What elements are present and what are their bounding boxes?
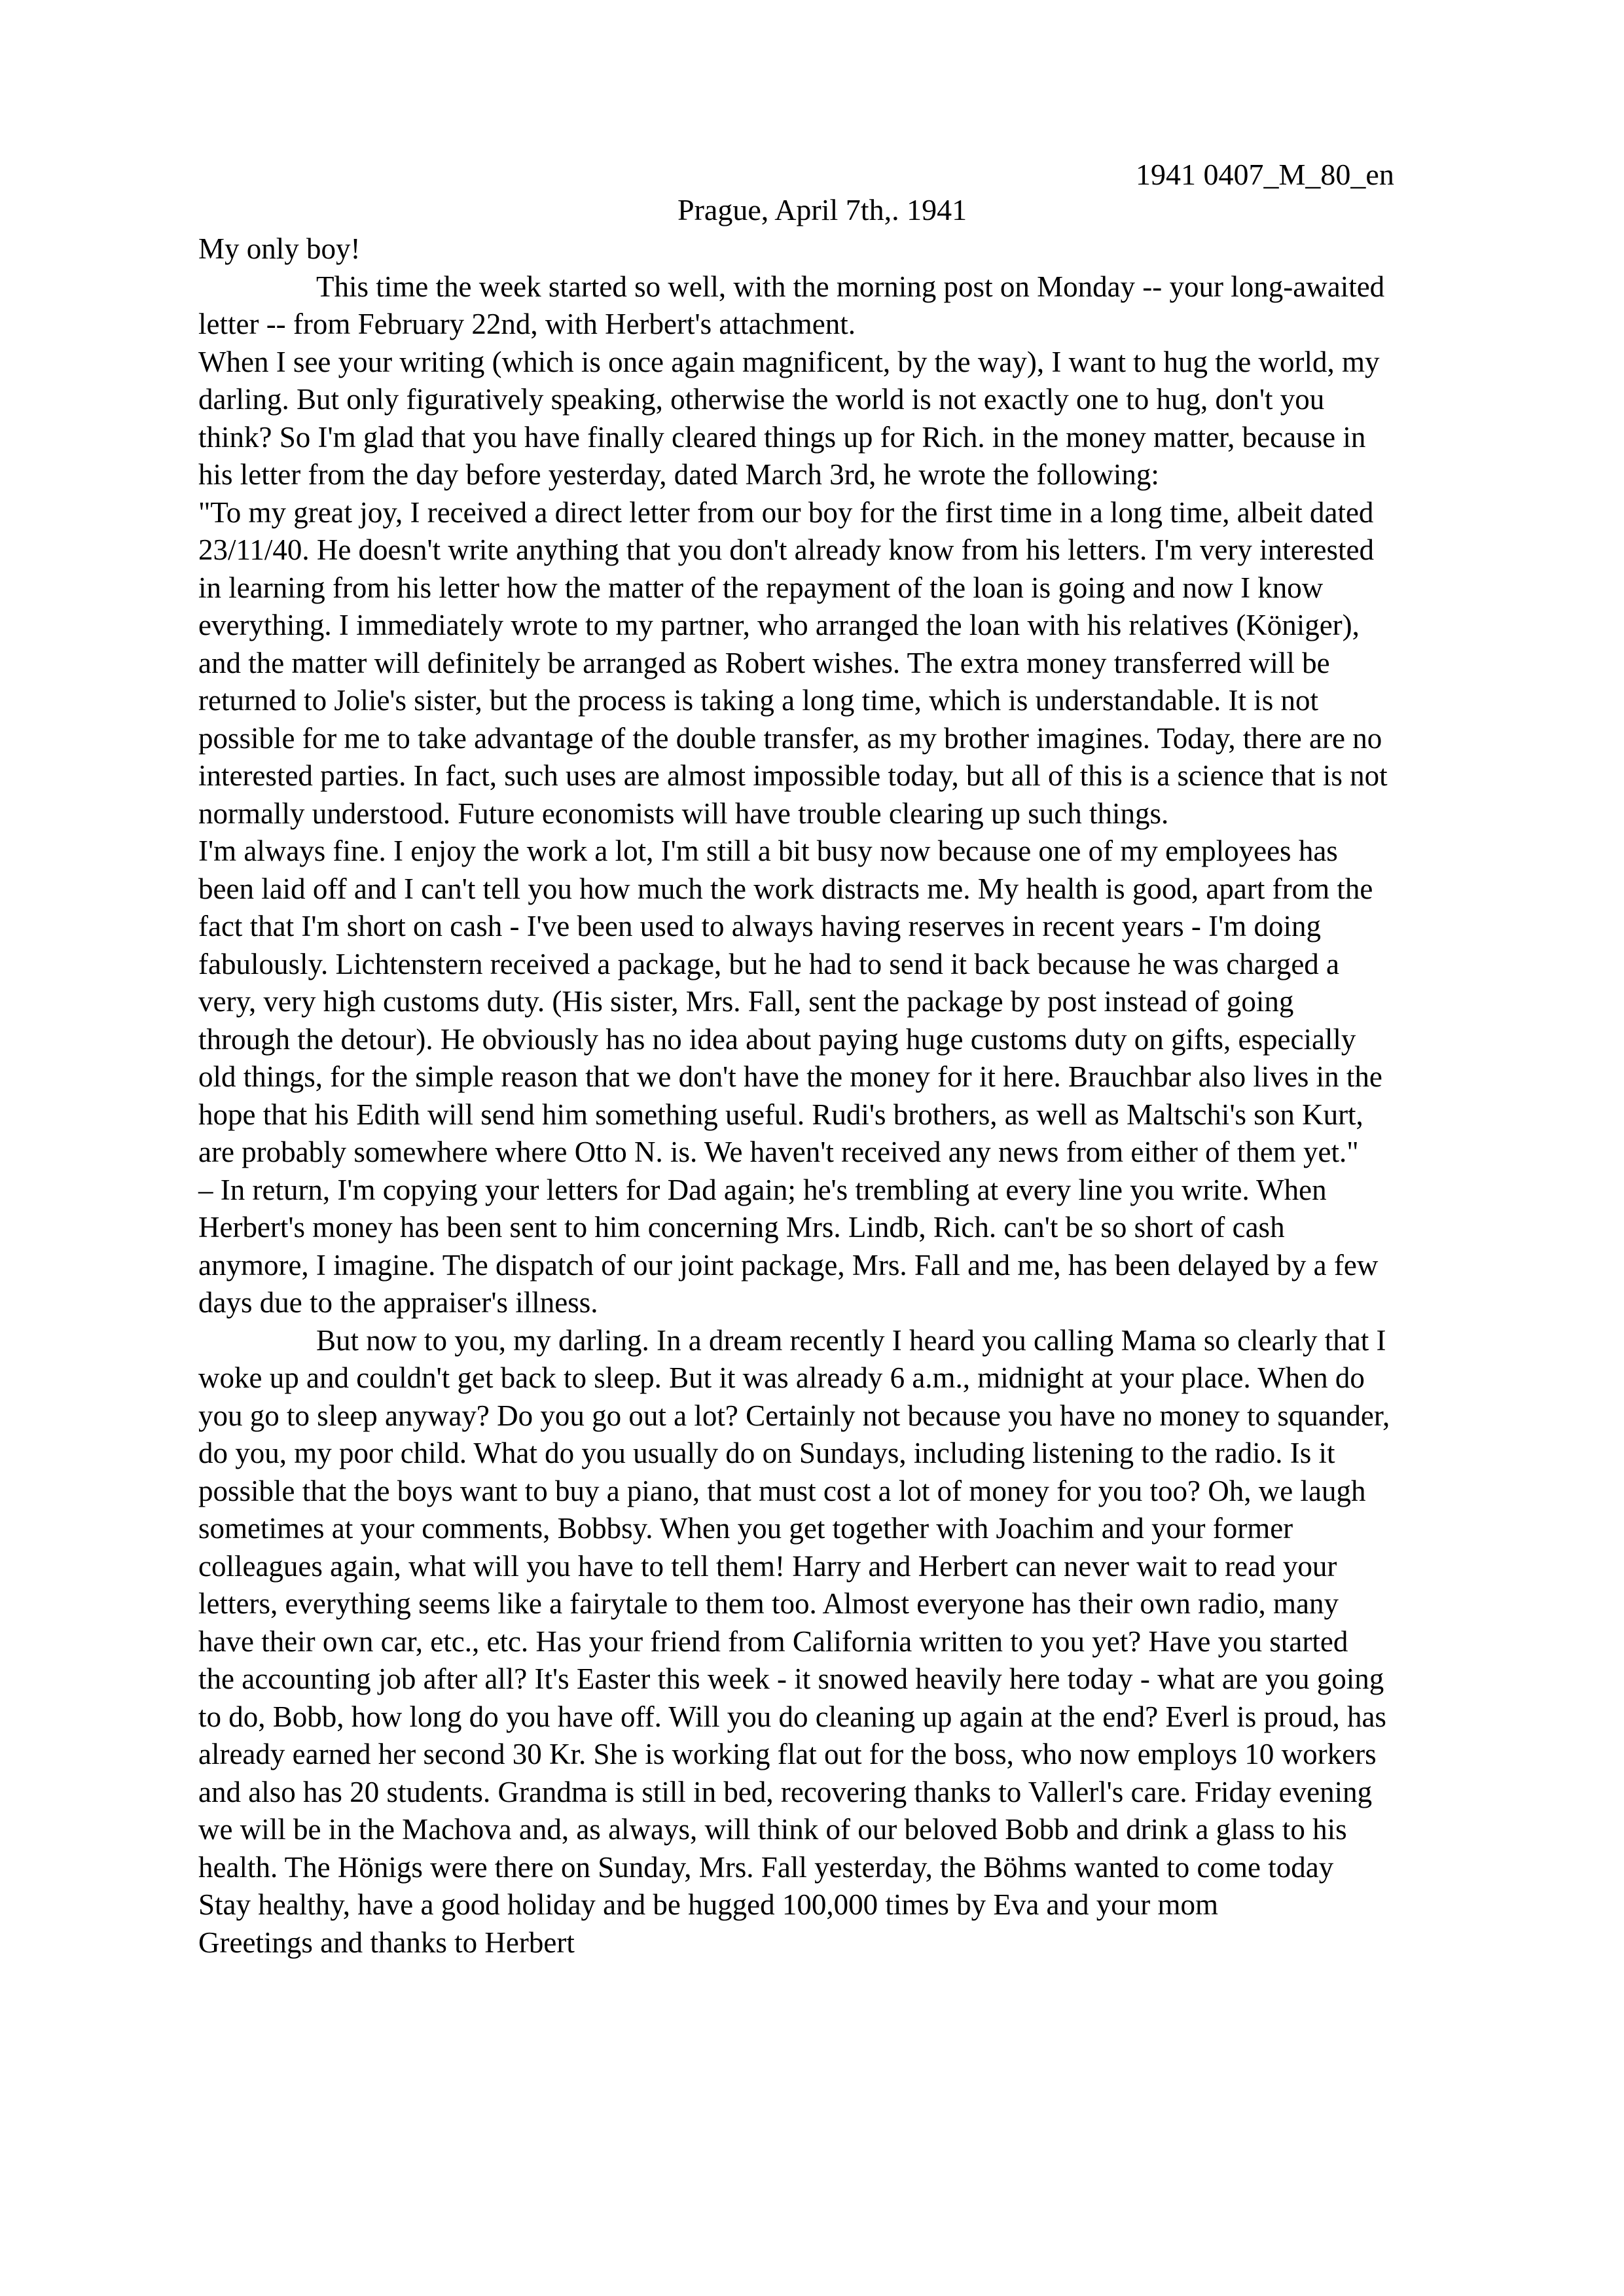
- letter-line: fabulously. Lichtenstern received a package, but he had to send it back because he was charged a: [198, 947, 1340, 980]
- letter-line: This time the week started so well, with the morning post on Monday -- your long-awaited: [198, 270, 1385, 303]
- letter-line: through the detour). He obviously has no idea about paying huge customs duty on gifts, especially: [198, 1022, 1356, 1056]
- letter-line: woke up and couldn't get back to sleep. But it was already 6 a.m., midnight at your place. When do: [198, 1361, 1365, 1394]
- letter-line: returned to Jolie's sister, but the process is taking a long time, which is understandable. It is not: [198, 684, 1318, 717]
- document-id: 1941 0407_M_80_en: [1136, 158, 1394, 191]
- letter-line: normally understood. Future economists will have trouble clearing up such things.: [198, 797, 1169, 830]
- letter-line: to do, Bobb, how long do you have off. Will you do cleaning up again at the end? Everl is proud, has: [198, 1700, 1386, 1733]
- letter-line: health. The Hönigs were there on Sunday, Mrs. Fall yesterday, the Böhms wanted to come today: [198, 1850, 1334, 1884]
- letter-line: days due to the appraiser's illness.: [198, 1286, 598, 1319]
- letter-line: you go to sleep anyway? Do you go out a lot? Certainly not because you have no money to squander,: [198, 1399, 1390, 1432]
- letter-line: letters, everything seems like a fairytale to them too. Almost everyone has their own radio, many: [198, 1587, 1339, 1620]
- letter-line: "To my great joy, I received a direct letter from our boy for the first time in a long time, albeit dated: [198, 495, 1374, 529]
- letter-line: everything. I immediately wrote to my partner, who arranged the loan with his relatives (Königer),: [198, 609, 1360, 641]
- letter-line: interested parties. In fact, such uses are almost impossible today, but all of this is a science that is not: [198, 759, 1388, 792]
- letter-line: already earned her second 30 Kr. She is working flat out for the boss, who now employs 10 workers: [198, 1738, 1377, 1770]
- letter-line: possible for me to take advantage of the double transfer, as my brother imagines. Today, there are no: [198, 721, 1382, 755]
- letter-line: letter -- from February 22nd, with Herbert's attachment.: [198, 308, 856, 340]
- letter-line: 23/11/40. He doesn't write anything that you don't already know from his letters. I'm very interested: [198, 533, 1375, 566]
- salutation: My only boy!: [198, 232, 361, 265]
- letter-line: Greetings and thanks to Herbert: [198, 1926, 575, 1959]
- letter-line: – In return, I'm copying your letters for Dad again; he's trembling at every line you write. When: [198, 1173, 1327, 1206]
- letter-line: darling. But only figuratively speaking, otherwise the world is not exactly one to hug, don't you: [198, 383, 1325, 416]
- letter-line: very, very high customs duty. (His sister, Mrs. Fall, sent the package by post instead of going: [198, 985, 1294, 1018]
- letter-line: are probably somewhere where Otto N. is. We haven't received any news from either of them yet.": [198, 1136, 1359, 1168]
- letter-line: old things, for the simple reason that we don't have the money for it here. Brauchbar also lives in the: [198, 1060, 1382, 1093]
- letter-line: colleagues again, what will you have to tell them! Harry and Herbert can never wait to read your: [198, 1549, 1337, 1583]
- dateline: Prague, April 7th,. 1941: [677, 193, 967, 226]
- letter-line: been laid off and I can't tell you how much the work distracts me. My health is good, apart from the: [198, 872, 1373, 905]
- letter-line: and also has 20 students. Grandma is still in bed, recovering thanks to Vallerl's care. Friday evening: [198, 1775, 1373, 1808]
- letter-line: sometimes at your comments, Bobbsy. When you get together with Joachim and your former: [198, 1512, 1293, 1545]
- letter-line: we will be in the Machova and, as always, will think of our beloved Bobb and drink a glass to his: [198, 1813, 1347, 1846]
- letter-line: think? So I'm glad that you have finally cleared things up for Rich. in the money matter, because in: [198, 420, 1366, 454]
- letter-body: [198, 230, 1560, 1962]
- body-lines: [198, 268, 1560, 1962]
- letter-line: in learning from his letter how the matter of the repayment of the loan is going and now I know: [198, 571, 1324, 604]
- letter-line: When I see your writing (which is once again magnificent, by the way), I want to hug the world, my: [198, 345, 1380, 378]
- letter-line: I'm always fine. I enjoy the work a lot, I'm still a bit busy now because one of my employees has: [198, 834, 1338, 867]
- letter-line: fact that I'm short on cash - I've been used to always having reserves in recent years - I'm doing: [198, 910, 1321, 942]
- letter-line: Herbert's money has been sent to him concerning Mrs. Lindb, Rich. can't be so short of cash: [198, 1211, 1285, 1244]
- letter-line: possible that the boys want to buy a piano, that must cost a lot of money for you too? Oh, we laugh: [198, 1474, 1366, 1507]
- letter-line: have their own car, etc., etc. Has your friend from California written to you yet? Have you started: [198, 1624, 1348, 1658]
- letter-line: anymore, I imagine. The dispatch of our joint package, Mrs. Fall and me, has been delayed by a few: [198, 1248, 1379, 1282]
- letter-line: do you, my poor child. What do you usually do on Sundays, including listening to the radio. Is it: [198, 1437, 1335, 1469]
- letter-line: But now to you, my darling. In a dream recently I heard you calling Mama so clearly that I: [198, 1323, 1386, 1357]
- letter-line: his letter from the day before yesterday, dated March 3rd, he wrote the following:: [198, 458, 1159, 491]
- letter-line: the accounting job after all? It's Easter this week - it snowed heavily here today - what are you going: [198, 1662, 1384, 1695]
- letter-line: Stay healthy, have a good holiday and be hugged 100,000 times by Eva and your mom: [198, 1888, 1219, 1921]
- letter-line: hope that his Edith will send him something useful. Rudi's brothers, as well as Maltschi's son Kurt,: [198, 1098, 1363, 1131]
- letter-line: and the matter will definitely be arranged as Robert wishes. The extra money transferred will be: [198, 646, 1330, 679]
